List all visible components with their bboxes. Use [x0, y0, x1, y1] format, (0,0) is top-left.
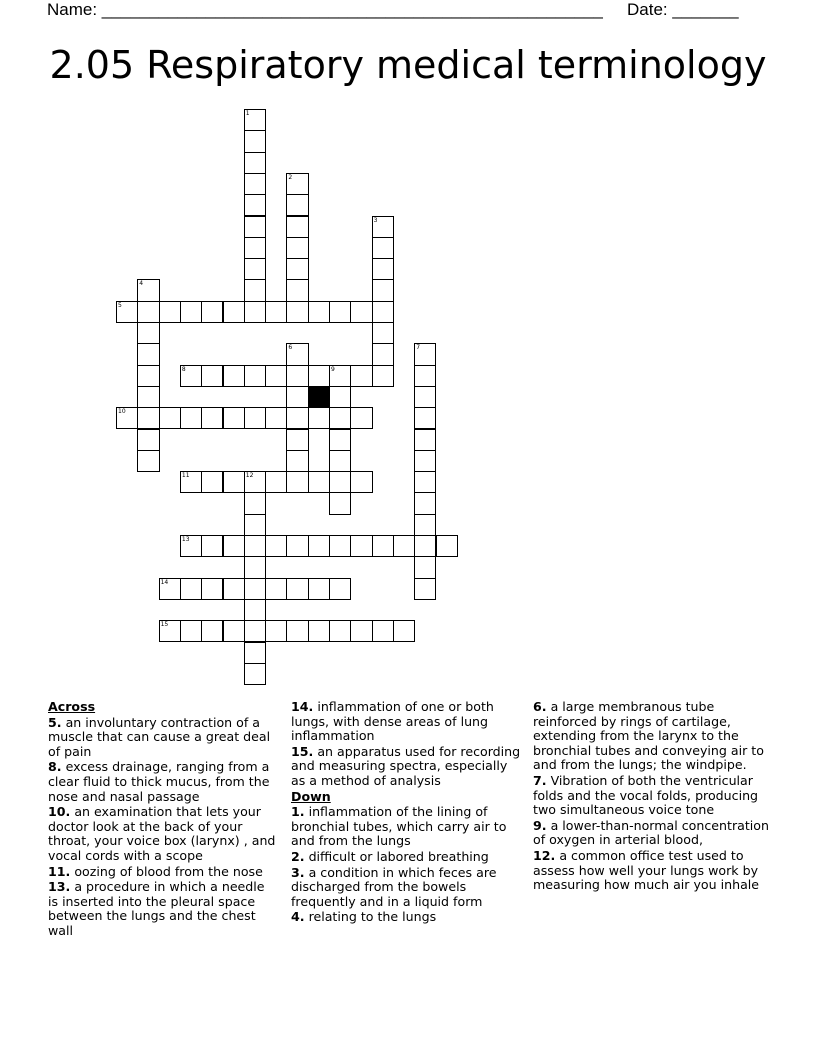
down-heading: Down: [291, 788, 331, 804]
clue-across-13: [48, 880, 276, 938]
clue-text: inflammation of the lining of bronchial tubes, which carry air to and from the lungs: [291, 804, 507, 849]
grid-cell[interactable]: [372, 365, 394, 387]
clue-number: 9.: [533, 817, 547, 833]
grid-cell[interactable]: [244, 407, 266, 429]
grid-cell[interactable]: [286, 237, 308, 259]
date-field-label[interactable]: Date: _______: [627, 0, 739, 19]
cell-number: 1: [245, 110, 250, 117]
clue-number: 10.: [48, 804, 71, 820]
cell-number: 3: [373, 216, 378, 224]
grid-cell[interactable]: [265, 471, 287, 493]
grid-cell[interactable]: [244, 216, 266, 238]
clue-number: 14.: [291, 699, 314, 714]
grid-cell[interactable]: [265, 365, 287, 387]
grid-cell[interactable]: [116, 407, 138, 429]
grid-cell[interactable]: [372, 237, 394, 259]
grid-cell[interactable]: [372, 343, 394, 365]
grid-cell[interactable]: [329, 386, 351, 408]
grid-cell[interactable]: [329, 301, 351, 323]
grid-cell[interactable]: [350, 407, 372, 429]
grid-cell[interactable]: [244, 194, 266, 216]
grid-cell[interactable]: [244, 556, 266, 578]
cell-number: 8: [181, 365, 186, 373]
grid-cell[interactable]: [329, 450, 351, 472]
clue-down-9: [533, 819, 771, 848]
grid-cell[interactable]: [244, 301, 266, 323]
grid-cell[interactable]: [137, 450, 159, 472]
clue-text: inflammation of one or both lungs, with dense areas of lung inflammation: [291, 699, 494, 744]
grid-cell[interactable]: [180, 407, 202, 429]
grid-cell[interactable]: [329, 429, 351, 451]
grid-cell[interactable]: [414, 471, 436, 493]
clue-number: 15.: [291, 743, 314, 759]
grid-cell[interactable]: [180, 471, 202, 493]
grid-cell[interactable]: [201, 578, 223, 600]
grid-cell[interactable]: [180, 535, 202, 557]
cell-number: 13: [181, 536, 190, 543]
clue-number: 3.: [291, 864, 305, 880]
grid-cell[interactable]: [286, 343, 308, 365]
grid-cell[interactable]: [308, 365, 330, 387]
name-field-label[interactable]: Name: _____________________________________________________: [47, 0, 603, 19]
grid-cell[interactable]: [286, 258, 308, 280]
grid-cell[interactable]: [159, 578, 181, 600]
cell-number: 14: [160, 578, 169, 586]
grid-cell[interactable]: [201, 407, 223, 429]
grid-cell[interactable]: [201, 535, 223, 557]
grid-cell[interactable]: [414, 407, 436, 429]
grid-cell[interactable]: [159, 301, 181, 323]
clue-text: a large membranous tube reinforced by rings of cartilage, extending from the larynx to the bronchial tubes and conveying air to and from the lungs; the windpipe.: [533, 699, 764, 773]
grid-cell[interactable]: [244, 599, 266, 621]
grid-cell[interactable]: [265, 407, 287, 429]
clues-column-2: [291, 700, 521, 926]
grid-cell[interactable]: [223, 407, 245, 429]
grid-cell[interactable]: [329, 365, 351, 387]
clue-text: Vibration of both the ventricular folds and the vocal folds, producing two simultaneous voice tone: [533, 772, 759, 818]
grid-cell[interactable]: [201, 365, 223, 387]
clue-text: a procedure in which a needle is inserted into the pleural space between the lungs and the chest wall: [48, 879, 265, 938]
grid-cell[interactable]: [244, 130, 266, 152]
grid-cell[interactable]: [286, 450, 308, 472]
clue-text: oozing of blood from the nose: [70, 863, 263, 879]
across-heading: Across: [48, 699, 96, 714]
clue-number: 11.: [48, 863, 71, 879]
grid-cell[interactable]: [180, 620, 202, 642]
clue-number: 4.: [291, 909, 305, 925]
grid-cell[interactable]: [244, 620, 266, 642]
grid-cell[interactable]: [137, 365, 159, 387]
clue-number: 8.: [48, 759, 62, 775]
grid-cell[interactable]: [244, 109, 266, 131]
grid-cell[interactable]: [308, 407, 330, 429]
grid-cell[interactable]: [244, 173, 266, 195]
clue-across-14: [291, 700, 521, 744]
clue-text: an examination that lets your doctor look at the back of your throat, your voice box (larynx) , and vocal cords with a scope: [48, 804, 276, 863]
clue-down-3: [291, 866, 521, 910]
grid-cell[interactable]: [372, 216, 394, 238]
grid-cell[interactable]: [244, 365, 266, 387]
clue-down-4: [291, 910, 521, 925]
grid-cell[interactable]: [372, 535, 394, 557]
grid-cell[interactable]: [201, 471, 223, 493]
clue-text: excess drainage, ranging from a clear fluid to thick mucus, from the nose and nasal passage: [48, 759, 270, 804]
grid-cell[interactable]: [223, 471, 245, 493]
grid-cell[interactable]: [414, 429, 436, 451]
cell-number: 5: [118, 301, 122, 309]
grid-cell[interactable]: [329, 578, 351, 600]
grid-cell[interactable]: [372, 322, 394, 344]
grid-cell[interactable]: [308, 535, 330, 557]
cell-number: 6: [288, 344, 293, 352]
grid-cell[interactable]: [180, 301, 202, 323]
grid-cell[interactable]: [116, 301, 138, 323]
grid-cell[interactable]: [414, 578, 436, 600]
grid-cell[interactable]: [286, 301, 308, 323]
grid-cell[interactable]: [265, 578, 287, 600]
grid-cell[interactable]: [137, 407, 159, 429]
grid-cell[interactable]: [244, 237, 266, 259]
grid-cell[interactable]: [414, 450, 436, 472]
grid-cell[interactable]: [137, 322, 159, 344]
cell-number: 10: [118, 408, 126, 416]
grid-cell[interactable]: [329, 471, 351, 493]
grid-cell[interactable]: [350, 471, 372, 493]
grid-cell[interactable]: [329, 407, 351, 429]
grid-cell[interactable]: [308, 578, 330, 600]
grid-cell[interactable]: [244, 471, 266, 493]
grid-cell[interactable]: [223, 620, 245, 642]
grid-cell[interactable]: [137, 279, 159, 301]
grid-cell[interactable]: [414, 492, 436, 514]
clue-down-12: [533, 849, 771, 893]
grid-cell[interactable]: [414, 535, 436, 557]
cell-number: 2: [288, 173, 293, 181]
clue-number: 1.: [291, 804, 305, 820]
clue-across-8: [48, 760, 276, 804]
clue-text: an involuntary contraction of a muscle that can cause a great deal of pain: [48, 714, 271, 759]
clue-across-15: [291, 745, 521, 789]
grid-cell[interactable]: [372, 620, 394, 642]
clue-text: a lower-than-normal concentration of oxygen in arterial blood,: [533, 817, 769, 848]
grid-cell[interactable]: [329, 535, 351, 557]
grid-cell[interactable]: [244, 258, 266, 280]
page-title: 2.05 Respiratory medical terminology: [49, 43, 767, 87]
grid-cell[interactable]: [329, 620, 351, 642]
grid-cell[interactable]: [393, 535, 415, 557]
clue-text: relating to the lungs: [304, 909, 437, 925]
grid-cell[interactable]: [414, 365, 436, 387]
grid-cell[interactable]: [286, 365, 308, 387]
cell-number: 7: [416, 344, 421, 352]
grid-cell[interactable]: [244, 514, 266, 536]
grid-cell[interactable]: [244, 279, 266, 301]
clue-number: 12.: [533, 847, 556, 863]
grid-cell[interactable]: [329, 492, 351, 514]
grid-cell[interactable]: [414, 386, 436, 408]
grid-cell[interactable]: [286, 386, 308, 408]
clue-number: 7.: [533, 772, 547, 788]
clue-down-1: [291, 805, 521, 849]
grid-cell[interactable]: [372, 279, 394, 301]
grid-cell[interactable]: [244, 492, 266, 514]
grid-cell[interactable]: [244, 663, 266, 685]
clue-across-5: [48, 716, 276, 760]
grid-cell[interactable]: [137, 343, 159, 365]
grid-cell[interactable]: [286, 216, 308, 238]
clues-column-3: [533, 700, 771, 894]
grid-cell[interactable]: [244, 578, 266, 600]
grid-cell[interactable]: [265, 620, 287, 642]
grid-cell[interactable]: [286, 173, 308, 195]
grid-cell[interactable]: [223, 365, 245, 387]
grid-cell[interactable]: [201, 301, 223, 323]
cell-number: 11: [181, 472, 190, 480]
grid-cell[interactable]: [244, 152, 266, 174]
clues-column-1: [48, 700, 276, 940]
grid-cell[interactable]: [265, 535, 287, 557]
clue-across-11: [48, 865, 276, 880]
grid-cell[interactable]: [308, 471, 330, 493]
grid-cell[interactable]: [414, 514, 436, 536]
grid-cell[interactable]: [286, 620, 308, 642]
grid-cell[interactable]: [265, 301, 287, 323]
grid-cell[interactable]: [223, 301, 245, 323]
grid-cell[interactable]: [393, 620, 415, 642]
grid-cell[interactable]: [286, 194, 308, 216]
clue-across-10: [48, 805, 276, 863]
grid-cell[interactable]: [286, 279, 308, 301]
grid-cell[interactable]: [350, 620, 372, 642]
cell-number: 15: [160, 621, 169, 629]
clue-text: a condition in which feces are discharged from the bowels frequently and in a liquid form: [291, 864, 497, 909]
clue-down-2: [291, 850, 521, 865]
grid-cell[interactable]: [308, 301, 330, 323]
blocked-cell: [308, 386, 330, 408]
clue-text: difficult or labored breathing: [304, 848, 489, 864]
grid-cell[interactable]: [436, 535, 458, 557]
clue-text: a common office test used to assess how well your lungs work by measuring how much air you inhale: [533, 847, 760, 893]
grid-cell[interactable]: [180, 578, 202, 600]
grid-cell[interactable]: [372, 301, 394, 323]
clue-number: 2.: [291, 848, 305, 864]
grid-cell[interactable]: [244, 642, 266, 664]
cell-number: 4: [139, 280, 144, 288]
clue-down-6: [533, 700, 771, 773]
grid-cell[interactable]: [372, 258, 394, 280]
grid-cell[interactable]: [286, 471, 308, 493]
clue-text: an apparatus used for recording and measuring spectra, especially as a method of analysis: [291, 743, 521, 788]
grid-cell[interactable]: [159, 407, 181, 429]
grid-cell[interactable]: [137, 386, 159, 408]
grid-cell[interactable]: [308, 620, 330, 642]
cell-number: 9: [331, 365, 335, 373]
grid-cell[interactable]: [350, 535, 372, 557]
clue-down-7: [533, 774, 771, 818]
clue-number: 5.: [48, 714, 62, 730]
grid-cell[interactable]: [286, 578, 308, 600]
grid-cell[interactable]: [180, 365, 202, 387]
grid-cell[interactable]: [244, 535, 266, 557]
clue-number: 6.: [533, 699, 547, 714]
cell-number: 12: [245, 472, 254, 480]
grid-cell[interactable]: [350, 301, 372, 323]
grid-cell[interactable]: [137, 429, 159, 451]
grid-cell[interactable]: [223, 578, 245, 600]
grid-cell[interactable]: [286, 407, 308, 429]
grid-cell[interactable]: [414, 556, 436, 578]
grid-cell[interactable]: [159, 620, 181, 642]
clue-number: 13.: [48, 879, 71, 895]
grid-cell[interactable]: [350, 365, 372, 387]
grid-cell[interactable]: [137, 301, 159, 323]
grid-cell[interactable]: [223, 535, 245, 557]
grid-cell[interactable]: [286, 429, 308, 451]
grid-cell[interactable]: [414, 343, 436, 365]
grid-cell[interactable]: [286, 535, 308, 557]
grid-cell[interactable]: [201, 620, 223, 642]
